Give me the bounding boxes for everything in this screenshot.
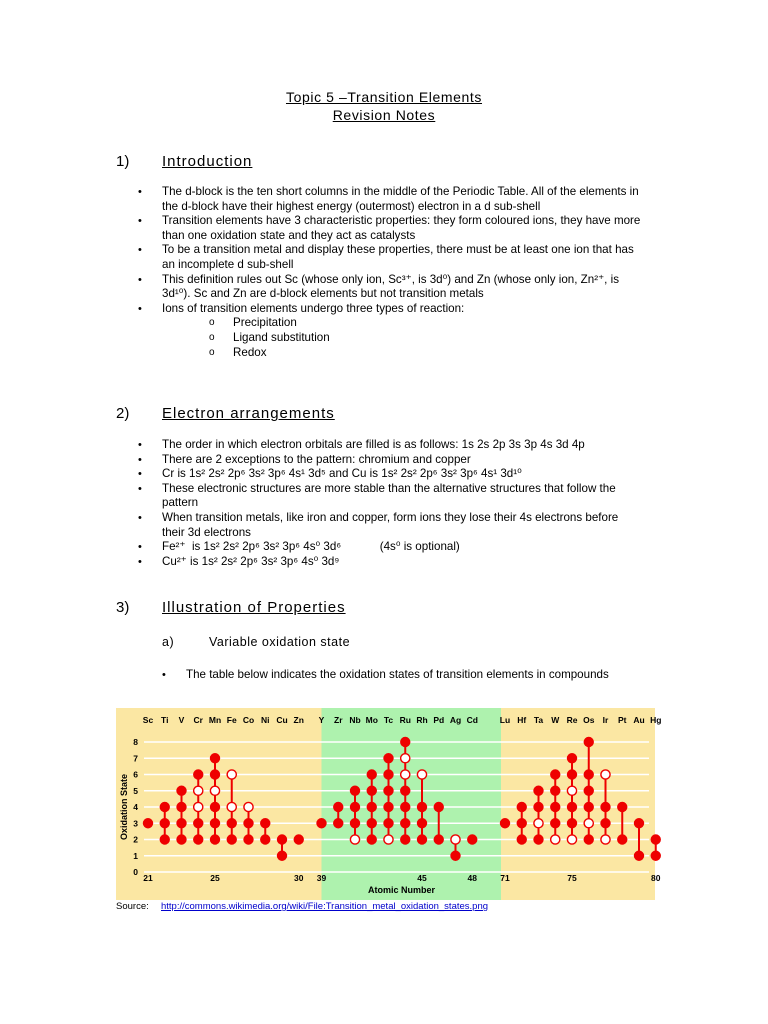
oxidation-point-ru — [400, 786, 410, 796]
x-tick-label: 39 — [316, 873, 327, 883]
oxidation-point-cu — [277, 834, 287, 844]
element-symbol-label: Ni — [261, 715, 270, 725]
y-tick-label: 7 — [133, 753, 138, 764]
oxidation-point-os — [584, 802, 594, 812]
oxidation-point-ta — [533, 802, 543, 812]
oxidation-point-pt — [617, 834, 627, 844]
oxidation-point-v — [176, 802, 186, 812]
sub-list-item: o Precipitation — [209, 316, 643, 331]
element-symbol-label: Zn — [293, 715, 304, 725]
oxidation-point-open-ir — [601, 770, 610, 779]
oxidation-point-lu — [500, 818, 510, 828]
y-tick-label: 6 — [133, 769, 138, 780]
oxidation-point-ta — [533, 834, 543, 844]
oxidation-point-mn — [210, 753, 220, 763]
list-item — [138, 302, 643, 360]
element-symbol-label: Tc — [383, 715, 394, 725]
sub-list-item: o Redox — [209, 346, 643, 361]
oxidation-point-re — [567, 802, 577, 812]
oxidation-point-mo — [367, 834, 377, 844]
oxidation-point-v — [176, 834, 186, 844]
oxidation-point-hf — [517, 802, 527, 812]
oxidation-point-zn — [294, 834, 304, 844]
y-tick-label: 0 — [133, 867, 138, 877]
oxidation-point-open-ru — [401, 754, 410, 763]
oxidation-point-zr — [333, 818, 343, 828]
oxidation-point-tc — [383, 818, 393, 828]
x-tick-label: 80 — [651, 873, 661, 883]
oxidation-point-open-ag — [451, 835, 460, 844]
section-title-introduction: Introduction — [162, 153, 253, 170]
oxidation-point-cr — [193, 769, 203, 779]
electron-arrangements-list — [138, 438, 643, 569]
chart-zone-second-row — [322, 708, 502, 900]
section-number: 1) — [116, 153, 130, 170]
oxidation-point-v — [176, 818, 186, 828]
source-label: Source: — [116, 901, 149, 912]
page-subtitle: Revision Notes — [332, 107, 436, 123]
y-tick-label: 1 — [133, 850, 138, 861]
oxidation-point-nb — [350, 786, 360, 796]
oxidation-point-hg — [651, 851, 661, 861]
oxidation-point-au — [634, 851, 644, 861]
oxidation-point-mo — [367, 818, 377, 828]
oxidation-point-sc — [143, 818, 153, 828]
oxidation-point-re — [567, 818, 577, 828]
oxidation-point-tc — [383, 786, 393, 796]
oxidation-point-nb — [350, 818, 360, 828]
oxidation-point-ti — [160, 802, 170, 812]
element-symbol-label: Au — [633, 715, 645, 725]
oxidation-point-os — [584, 786, 594, 796]
oxidation-point-mo — [367, 786, 377, 796]
oxidation-point-ir — [600, 802, 610, 812]
oxidation-point-fe — [227, 834, 237, 844]
element-symbol-label: Hf — [517, 715, 527, 725]
oxidation-point-tc — [383, 753, 393, 763]
y-tick-label: 8 — [133, 737, 138, 747]
oxidation-point-ni — [260, 834, 270, 844]
y-tick-label: 4 — [133, 802, 138, 812]
oxidation-point-open-rh — [417, 770, 426, 779]
y-tick-label: 2 — [133, 834, 138, 845]
oxidation-point-mo — [367, 769, 377, 779]
oxidation-point-os — [584, 737, 594, 747]
sub-list-item: o Ligand substitution — [209, 331, 643, 346]
list-item: • Cr is 1s² 2s² 2p⁶ 3s² 3p⁶ 4s¹ 3d⁵ and Cu is 1s² 2s² 2p⁶ 3s² 3p⁶ 4s¹ 3d¹⁰ — [138, 467, 643, 482]
oxidation-point-cr — [193, 818, 203, 828]
oxidation-point-v — [176, 786, 186, 796]
oxidation-point-ru — [400, 802, 410, 812]
list-item: • This definition rules out Sc (whose only ion, Sc³⁺, is 3d⁰) and Zn (whose only ion, Zn²⁺, is 3d¹⁰). Sc and Zn are d-block elements but not transition metals — [138, 273, 643, 302]
element-symbol-label: Cd — [466, 715, 478, 725]
oxidation-point-open-ru — [401, 770, 410, 779]
oxidation-point-tc — [383, 769, 393, 779]
element-symbol-label: Rh — [416, 715, 428, 725]
list-item: • The table below indicates the oxidation states of transition elements in compounds — [162, 668, 622, 683]
oxidation-point-ni — [260, 818, 270, 828]
oxidation-point-hf — [517, 834, 527, 844]
list-item: • Transition elements have 3 characteristic properties: they form coloured ions, they have more than one oxidation state and they act as catalysts — [138, 214, 643, 243]
oxidation-point-open-tc — [384, 835, 393, 844]
oxidation-point-pd — [434, 834, 444, 844]
introduction-list — [138, 185, 643, 360]
element-symbol-label: Ag — [449, 715, 462, 725]
element-symbol-label: Cr — [193, 715, 203, 725]
element-symbol-label: Re — [566, 715, 578, 725]
oxidation-point-mn — [210, 769, 220, 779]
oxidation-point-open-os — [584, 819, 593, 828]
oxidation-point-rh — [417, 802, 427, 812]
oxidation-point-nb — [350, 802, 360, 812]
oxidation-point-ru — [400, 834, 410, 844]
element-symbol-label: Sc — [142, 715, 154, 725]
element-symbol-label: Co — [242, 715, 255, 725]
list-item-text: Ions of transition elements undergo three types of reaction: — [162, 301, 465, 315]
element-symbol-label: Y — [318, 715, 325, 725]
oxidation-point-open-ir — [601, 835, 610, 844]
oxidation-point-ru — [400, 818, 410, 828]
oxidation-point-open-nb — [350, 835, 359, 844]
element-symbol-label: Mo — [365, 715, 378, 725]
list-item: • There are 2 exceptions to the pattern: chromium and copper — [138, 453, 643, 468]
oxidation-point-mn — [210, 834, 220, 844]
page-title: Topic 5 –Transition Elements — [285, 89, 483, 105]
element-symbol-label: Cu — [276, 715, 288, 725]
oxidation-point-hg — [651, 834, 661, 844]
oxidation-point-open-co — [244, 802, 253, 811]
element-symbol-label: Fe — [226, 715, 237, 725]
oxidation-point-rh — [417, 834, 427, 844]
element-symbol-label: Zr — [334, 715, 343, 725]
oxidation-point-rh — [417, 818, 427, 828]
oxidation-point-cd — [467, 834, 477, 844]
oxidation-point-zr — [333, 802, 343, 812]
oxidation-point-co — [243, 834, 253, 844]
oxidation-point-w — [550, 802, 560, 812]
oxidation-point-ta — [533, 786, 543, 796]
element-symbol-label: Pd — [433, 715, 445, 725]
oxidation-point-re — [567, 753, 577, 763]
list-item: • Fe²⁺ is 1s² 2s² 2p⁶ 3s² 3p⁶ 4s⁰ 3d⁶ (4s⁰ is optional) — [138, 540, 643, 555]
oxidation-point-mo — [367, 802, 377, 812]
oxidation-point-cu — [277, 851, 287, 861]
x-tick-label: 30 — [294, 873, 304, 883]
element-symbol-label: V — [178, 715, 185, 725]
oxidation-state-chart — [116, 708, 662, 900]
x-tick-label: 48 — [467, 873, 477, 883]
section-number: 3) — [116, 599, 130, 616]
element-symbol-label: Hg — [650, 715, 662, 725]
oxidation-point-ti — [160, 834, 170, 844]
oxidation-point-open-cr — [194, 802, 203, 811]
oxidation-point-w — [550, 818, 560, 828]
oxidation-point-pd — [434, 802, 444, 812]
element-symbol-label: W — [551, 715, 560, 725]
element-symbol-label: Mn — [208, 715, 222, 725]
list-item: • To be a transition metal and display these properties, there must be at least one ion that has an incomplete d sub-shell — [138, 243, 643, 272]
y-axis-label: Oxidation State — [119, 773, 129, 841]
oxidation-point-open-re — [567, 786, 576, 795]
x-tick-label: 45 — [417, 873, 427, 883]
section-number: 2) — [116, 405, 130, 422]
element-symbol-label: Nb — [349, 715, 361, 725]
oxidation-point-open-cr — [194, 786, 203, 795]
oxidation-point-open-w — [551, 835, 560, 844]
oxidation-point-os — [584, 769, 594, 779]
oxidation-point-open-mn — [210, 786, 219, 795]
subheading-variable-oxidation-state: Variable oxidation state — [209, 635, 351, 649]
source-link[interactable]: http://commons.wikimedia.org/wiki/File:Transition_metal_oxidation_states.png — [161, 901, 489, 912]
x-tick-label: 71 — [500, 873, 510, 883]
oxidation-point-ti — [160, 818, 170, 828]
oxidation-point-open-fe — [227, 770, 236, 779]
element-symbol-label: Ta — [533, 715, 544, 725]
oxidation-point-open-fe — [227, 802, 236, 811]
oxidation-point-ir — [600, 818, 610, 828]
list-item: • The d-block is the ten short columns in the middle of the Periodic Table. All of the elements in the d-block have their highest energy (outermost) electron in a d sub-shell — [138, 185, 643, 214]
oxidation-point-ag — [450, 851, 460, 861]
element-symbol-label: Lu — [499, 715, 511, 725]
oxidation-point-mn — [210, 818, 220, 828]
list-item: • When transition metals, like iron and copper, form ions they lose their 4s electrons before their 3d electrons — [138, 511, 643, 540]
x-tick-label: 75 — [567, 873, 577, 883]
element-symbol-label: Ru — [399, 715, 411, 725]
list-item: • These electronic structures are more stable than the alternative structures that follow the pattern — [138, 482, 643, 511]
oxidation-point-ru — [400, 737, 410, 747]
x-axis-label: Atomic Number — [367, 885, 436, 895]
list-item: • Cu²⁺ is 1s² 2s² 2p⁶ 3s² 3p⁶ 4s⁰ 3d⁹ — [138, 555, 643, 570]
oxidation-point-mn — [210, 802, 220, 812]
x-tick-label: 21 — [143, 873, 153, 883]
element-symbol-label: Os — [583, 715, 595, 725]
oxidation-point-os — [584, 834, 594, 844]
y-tick-label: 3 — [133, 818, 138, 829]
oxidation-point-open-ta — [534, 819, 543, 828]
oxidation-point-co — [243, 818, 253, 828]
reaction-types-list — [162, 316, 643, 360]
oxidation-point-hf — [517, 818, 527, 828]
oxidation-point-w — [550, 769, 560, 779]
element-symbol-label: Pt — [618, 715, 627, 725]
oxidation-point-fe — [227, 818, 237, 828]
element-symbol-label: Ir — [602, 715, 609, 725]
section-title-electron-arrangements: Electron arrangements — [162, 405, 335, 422]
x-tick-label: 25 — [210, 873, 220, 883]
oxidation-point-au — [634, 818, 644, 828]
oxidation-point-w — [550, 786, 560, 796]
element-symbol-label: Ti — [161, 715, 169, 725]
list-item: • The order in which electron orbitals are filled is as follows: 1s 2s 2p 3s 3p 4s 3d 4p — [138, 438, 643, 453]
oxidation-state-list — [162, 668, 622, 683]
subheading-label: a) — [162, 635, 175, 649]
oxidation-point-open-re — [567, 835, 576, 844]
oxidation-point-pt — [617, 802, 627, 812]
source-note — [116, 901, 489, 912]
oxidation-point-tc — [383, 802, 393, 812]
y-tick-label: 5 — [133, 785, 138, 796]
section-title-illustration-of-properties: Illustration of Properties — [162, 599, 346, 616]
oxidation-point-y — [316, 818, 326, 828]
oxidation-point-cr — [193, 834, 203, 844]
oxidation-point-re — [567, 769, 577, 779]
